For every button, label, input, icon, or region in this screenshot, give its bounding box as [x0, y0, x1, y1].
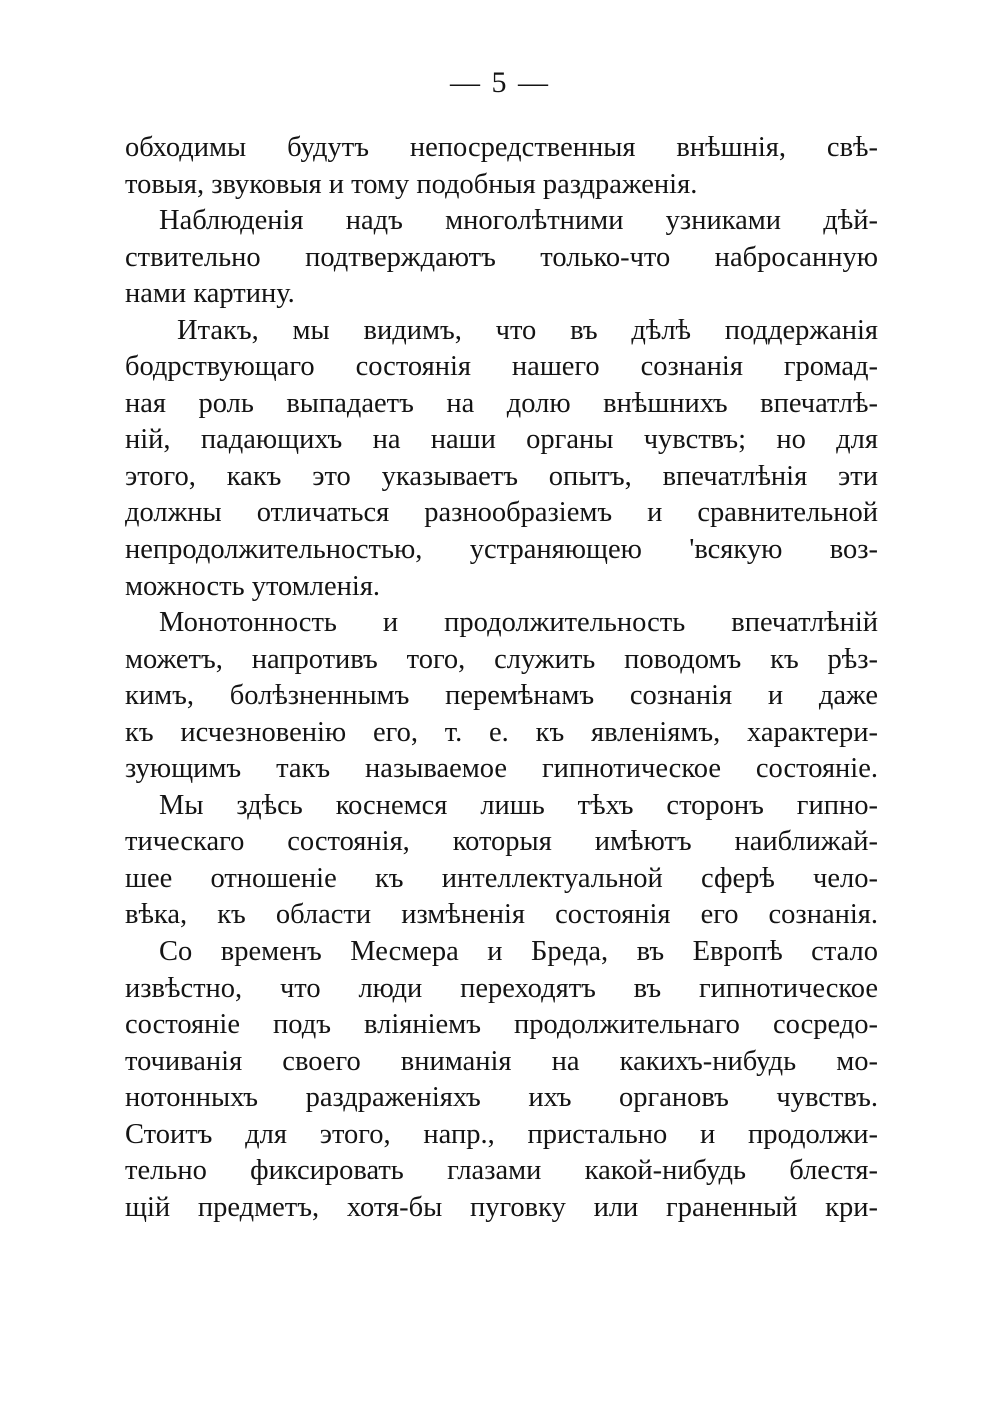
text-line: ная роль выпадаетъ на долю внѣшнихъ впечатлѣ- [125, 387, 878, 419]
text-line: этого, какъ это указываетъ опытъ, впечатлѣнія эти [125, 460, 878, 492]
text-line: непродолжительностью, устраняющею 'всякую воз- [125, 534, 878, 566]
text-line: обходимы будутъ непосредственныя внѣшнія, свѣ- [125, 132, 878, 163]
text-line: нотонныхъ раздраженіяхъ ихъ органовъ чувствъ. [125, 1082, 878, 1114]
text-line: зующимъ такъ называемое гипнотическое состояніе. [125, 753, 878, 785]
text-line: состояніе подъ вліяніемъ продолжительнаго сосредо- [125, 1009, 878, 1041]
body-text [125, 130, 878, 1226]
text-line: извѣстно, что люди переходятъ въ гипнотическое [125, 972, 878, 1004]
text-line: можность утомленія. [125, 570, 381, 602]
text-line: тельно фиксировать глазами какой-нибудь блестя- [125, 1155, 878, 1187]
text-line: кимъ, болѣзненнымъ перемѣнамъ сознанія и даже [125, 680, 878, 712]
paragraph [125, 203, 878, 313]
text-line: бодрствующаго состоянія нашего сознанія громад- [125, 351, 878, 383]
text-line: ній, падающихъ на наши органы чувствъ; но для [125, 424, 878, 456]
text-line: нами картину. [125, 278, 295, 310]
paragraph [125, 1117, 878, 1227]
paragraph [125, 788, 878, 934]
text-line: тическаго состоянія, которыя имѣютъ наиближай- [125, 826, 878, 858]
text-line: ствительно подтверждаютъ только-что набросанную [125, 241, 878, 273]
text-line: къ исчезновенію его, т. е. къ явленіямъ, характери- [125, 716, 878, 748]
page-number: — 5 — [450, 66, 550, 99]
text-line: точиванія своего вниманія на какихъ-нибудь мо- [125, 1045, 878, 1077]
text-line: должны отличаться разнообразіемъ и сравнительной [125, 497, 878, 529]
text-line: щій предметъ, хотя-бы пуговку или граненный кри- [125, 1191, 878, 1223]
paragraph [125, 130, 878, 203]
text-line: Монотонность и продолжительность впечатлѣній [159, 607, 878, 639]
text-line: шее отношеніе къ интеллектуальной сферѣ чело- [125, 862, 878, 894]
paragraph [125, 313, 878, 605]
text-line: Со временъ Месмера и Бреда, въ Европѣ стало [159, 936, 878, 968]
text-line: можетъ, напротивъ того, служить поводомъ къ рѣз- [125, 643, 878, 675]
text-line: вѣка, къ области измѣненія состоянія его сознанія. [125, 899, 878, 931]
text-line: Наблюденія надъ многолѣтними узниками дѣй- [159, 205, 878, 237]
paragraph [125, 605, 878, 788]
paragraph [125, 934, 878, 1117]
text-line: Итакъ, мы видимъ, что въ дѣлѣ поддержанія [177, 314, 878, 346]
text-line: товыя, звуковыя и тому подобныя раздраженія. [125, 168, 698, 200]
text-line: Мы здѣсь коснемся лишь тѣхъ сторонъ гипно- [159, 789, 878, 821]
text-line: Стоитъ для этого, напр., пристально и продолжи- [125, 1118, 878, 1150]
